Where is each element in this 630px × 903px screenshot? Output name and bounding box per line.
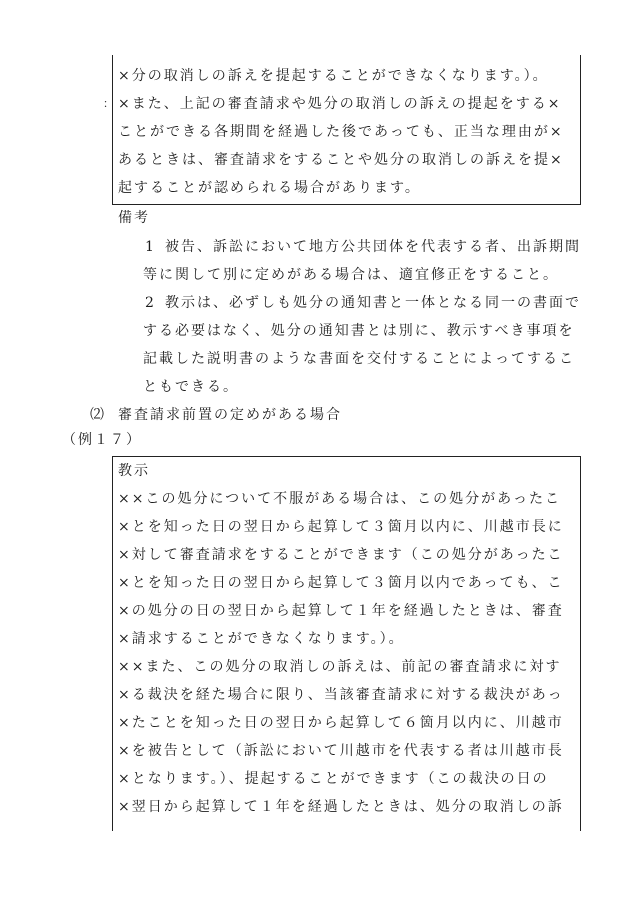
- box2-line: ××また、この処分の取消しの訴えは、前記の審査請求に対す: [118, 659, 562, 675]
- box2-line: ×とを知った日の翌日から起算して３箇月以内であっても、こ: [118, 575, 564, 591]
- section-number: ⑵: [90, 407, 106, 423]
- box1-line: ×分の取消しの訴えを提起することができなくなります。）。: [118, 68, 549, 84]
- notes-heading: 備考: [118, 210, 150, 226]
- box2-heading: 教示: [118, 463, 150, 479]
- box2-line: ××この処分について不服がある場合は、この処分があったこ: [118, 491, 562, 507]
- box1-line: あるときは、審査請求をすることや処分の取消しの訴えを提×: [118, 152, 564, 168]
- box1-line: 起することが認められる場合があります。: [118, 180, 421, 196]
- note-number: 2: [145, 295, 156, 311]
- note-line: する必要はなく、処分の通知書とは別に、教示すべき事項を: [143, 323, 575, 339]
- box2-line: ×とを知った日の翌日から起算して３箇月以内に、川越市長に: [118, 519, 564, 535]
- box2-line: ×翌日から起算して１年を経過したときは、処分の取消しの訴: [118, 799, 564, 815]
- box1-line: ことができる各期間を経過した後であっても、正当な理由が×: [118, 124, 564, 140]
- note-line: 教示は、必ずしも処分の通知書と一体となる同一の書面で: [165, 295, 581, 311]
- margin-mark: ：: [103, 97, 114, 110]
- box2-line: ×の処分の日の翌日から起算して１年を経過したときは、審査: [118, 603, 564, 619]
- box1-line: ×また、上記の審査請求や処分の取消しの訴えの提起をする×: [118, 96, 562, 112]
- note-line: 等に関して別に定めがある場合は、適宜修正をすること。: [143, 267, 559, 283]
- box2-line: ×となります。）、提起することができます（この裁決の日の: [118, 771, 549, 787]
- section-title: 審査請求前置の定めがある場合: [118, 407, 342, 423]
- box2-line: ×請求することができなくなります。）。: [118, 631, 405, 647]
- box2-line: ×る裁決を経た場合に限り、当該審査請求に対する裁決があっ: [118, 687, 564, 703]
- note-number: 1: [145, 239, 156, 255]
- note-line: ともできる。: [143, 379, 239, 395]
- box2-line: ×たことを知った日の翌日から起算して６箇月以内に、川越市: [118, 715, 564, 731]
- box2-line: ×対して審査請求をすることができます（この処分があったこ: [118, 547, 564, 563]
- note-line: 被告、訴訟において地方公共団体を代表する者、出訴期間: [165, 239, 581, 255]
- example-label: （例１７）: [62, 432, 142, 448]
- box2-line: ×を被告として（訴訟において川越市を代表する者は川越市長: [118, 743, 564, 759]
- note-line: 記載した説明書のような書面を交付することによってするこ: [143, 351, 575, 367]
